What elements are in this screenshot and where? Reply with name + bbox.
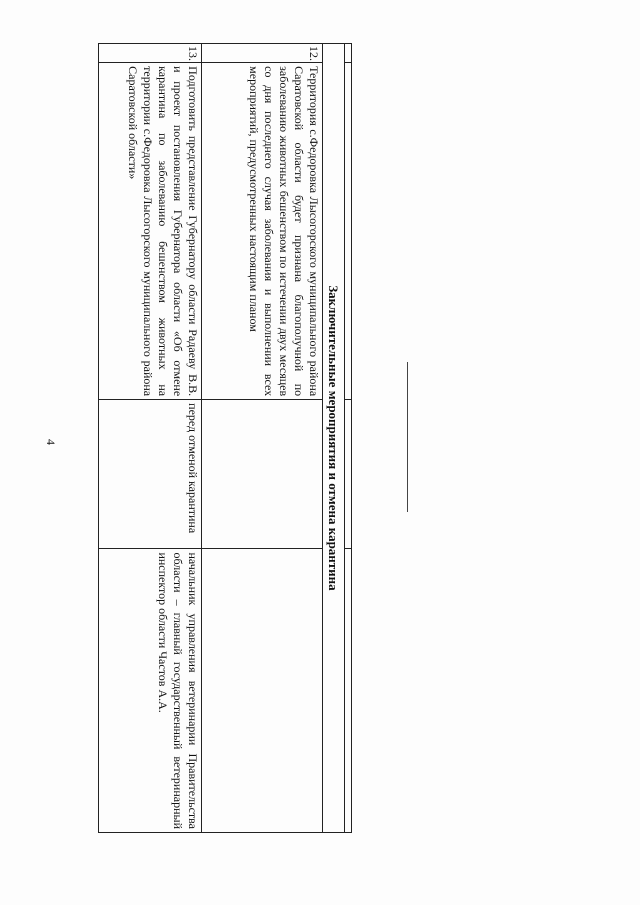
row-number: 12.: [202, 44, 323, 63]
table-row: [202, 44, 323, 833]
row-responsible: [202, 549, 323, 833]
section-header-row: [323, 44, 345, 833]
plan-table-container: [102, 43, 352, 833]
section-title: Заключительные мероприятия и отмена карантина: [323, 44, 345, 833]
plan-table: [98, 43, 352, 833]
row-description: Подготовить представление Губернатору области Радаеву В.В. и проект постановления Губернатора области «Об отмене карантина по заболеванию бешенством животных на территории с.Федоровка Лысогорского муниципального района Саратовской области»: [99, 63, 202, 400]
row-responsible: начальник управления ветеринарии Правительства области – главный государственный ветеринарный инспектор области Частов А.А.: [99, 549, 202, 833]
page-number: 4: [44, 439, 58, 445]
table-top-row: [345, 44, 352, 833]
row-description: Территория с.Федоровка Лысогорского муниципального района Саратовской области будет признана благополучной по заболеванию животных бешенством по истечении двух месяцев со дня последнего случая заболевания и выполнении всех мероприятий, предусмотренных настоящим планом: [202, 63, 323, 400]
row-deadline: перед отменой карантина: [99, 400, 202, 549]
table-row: [99, 44, 202, 833]
row-number: 13.: [99, 44, 202, 63]
horizontal-rule: [407, 362, 408, 512]
row-deadline: [202, 400, 323, 549]
